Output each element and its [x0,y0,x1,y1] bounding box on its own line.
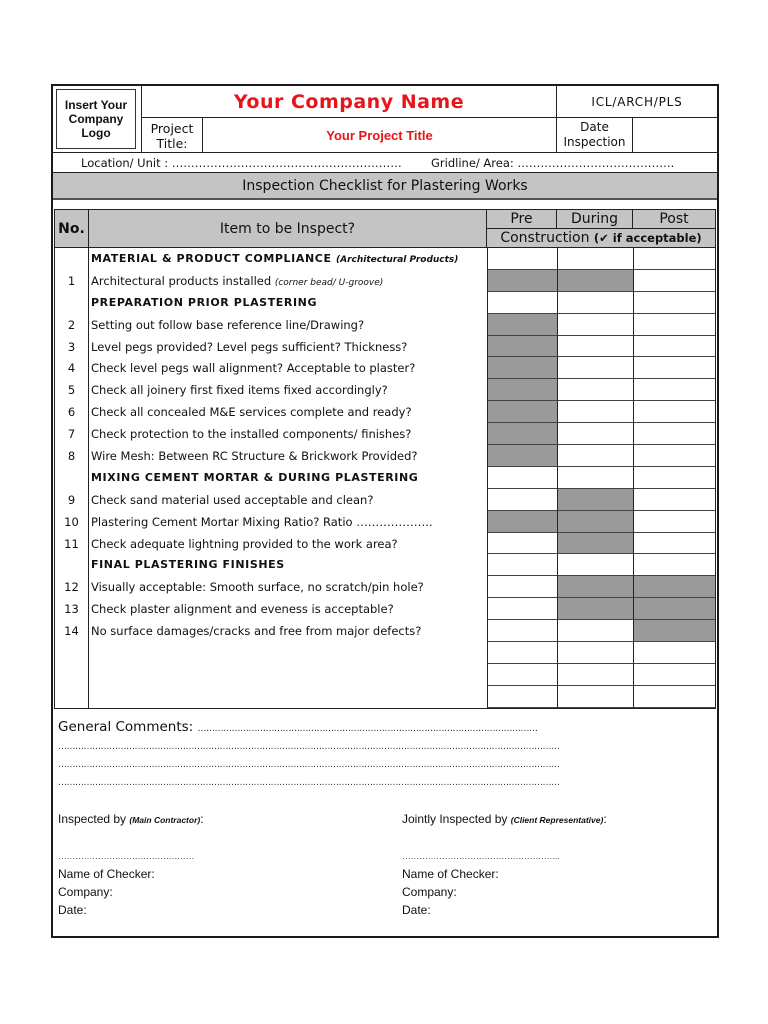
item-number: 11 [55,533,89,555]
pre-check-cell[interactable] [487,467,557,489]
item-description: Level pegs provided? Level pegs sufficient? Thickness? [91,339,408,354]
company-field[interactable]: Company: [58,885,113,899]
signature-line[interactable]: ……………………………………………….. [402,851,560,861]
pre-check-cell[interactable] [487,576,557,598]
post-check-cell[interactable] [633,314,715,336]
post-check-cell[interactable] [633,379,715,401]
post-check-cell[interactable] [633,686,715,708]
column-header-during: During [557,210,633,229]
item-number: 13 [55,598,89,620]
acceptance-note: (✔ if acceptable) [593,231,702,245]
item-number: 9 [55,489,89,511]
pre-check-cell [487,445,557,467]
section-subtitle: (Architectural Products) [335,255,459,265]
post-check-cell[interactable] [633,270,715,292]
item-description [89,642,487,664]
pre-check-cell [487,270,557,292]
project-title-label: Project Title: [142,118,203,153]
item-number: 2 [55,314,89,336]
during-check-cell[interactable] [557,686,633,708]
during-check-cell[interactable] [557,336,633,358]
table-row [55,270,715,292]
post-check-cell[interactable] [633,554,715,576]
table-row [55,664,715,686]
table-row [55,445,715,467]
table-row [55,489,715,511]
post-check-cell[interactable] [633,489,715,511]
section-title: MATERIAL & PRODUCT COMPLIANCE (Architectural Products) [91,252,459,265]
item-description: Check sand material used acceptable and clean? [91,492,374,507]
post-check-cell[interactable] [633,401,715,423]
post-check-cell[interactable] [633,423,715,445]
during-check-cell[interactable] [557,620,633,642]
item-description: Wire Mesh: Between RC Structure & Brickwork Provided? [91,449,418,464]
comment-line[interactable]: ………………………………………………………………………………………………………… [197,724,538,734]
project-title-field[interactable]: Your Project Title [203,118,557,153]
name-of-checker-field[interactable]: Name of Checker: [402,867,499,881]
general-comments-label: General Comments: [58,719,198,735]
during-check-cell[interactable] [557,554,633,576]
section-header-row [55,554,715,576]
section-header-row [55,467,715,489]
checklist-form [51,84,719,938]
table-row [55,423,715,445]
pre-check-cell[interactable] [487,598,557,620]
date-field[interactable]: Date: [58,903,87,917]
comment-line[interactable]: …………………………………………………………………………………………………………………………………………………………… [58,778,560,788]
pre-check-cell[interactable] [487,533,557,555]
pre-check-cell[interactable] [487,489,557,511]
during-check-cell [557,489,633,511]
during-check-cell[interactable] [557,292,633,314]
inspected-by-label: Inspected by (Main Contractor): [58,812,204,826]
item-number: 6 [55,401,89,423]
comment-line[interactable]: …………………………………………………………………………………………………………………………………………………………… [58,742,560,752]
date-inspection-field[interactable] [633,118,717,153]
post-check-cell[interactable] [633,664,715,686]
signature-line[interactable]: ………………………………………… [58,851,194,861]
item-number [55,248,89,270]
general-comments-field[interactable] [58,718,708,738]
post-check-cell[interactable] [633,336,715,358]
column-header-item: Item to be Inspect? [89,210,487,248]
item-description: Setting out follow base reference line/Drawing? [91,317,365,332]
during-check-cell [557,576,633,598]
table-row [55,598,715,620]
item-number: 14 [55,620,89,642]
company-field[interactable]: Company: [402,885,457,899]
section-header-row [55,248,715,270]
item-number: 10 [55,511,89,533]
item-description: Plastering Cement Mortar Mixing Ratio? Ratio ……………….. [91,514,433,529]
post-check-cell [633,576,715,598]
item-description: Check all joinery first fixed items fixed accordingly? [91,383,388,398]
post-check-cell [633,598,715,620]
item-number: 12 [55,576,89,598]
item-number [55,686,89,708]
table-row [55,686,715,708]
pre-check-cell [487,511,557,533]
location-unit-field[interactable]: Location/ Unit : …………………………………………………… [81,156,402,170]
column-header-post: Post [633,210,715,229]
item-description: Check adequate lightning provided to the work area? [91,536,398,551]
post-check-cell[interactable] [633,445,715,467]
column-header-construction [487,229,715,248]
pre-check-cell [487,357,557,379]
logo-cell [53,86,142,153]
item-number: 8 [55,445,89,467]
pre-check-cell [487,423,557,445]
pre-check-cell[interactable] [487,248,557,270]
item-description: Check all concealed M&E services complete and ready? [91,405,412,420]
pre-check-cell[interactable] [487,620,557,642]
table-body [55,248,715,708]
company-name[interactable]: Your Company Name [142,86,557,118]
post-check-cell[interactable] [633,292,715,314]
location-row [53,153,717,173]
during-check-cell[interactable] [557,467,633,489]
gridline-area-field[interactable]: Gridline/ Area: ………………………………….. [431,156,675,170]
item-description: Architectural products installed (corner bead/ U-groove) [91,273,384,288]
post-check-cell[interactable] [633,533,715,555]
post-check-cell[interactable] [633,357,715,379]
main-contractor-signature-block [58,810,204,919]
during-check-cell [557,533,633,555]
pre-check-cell[interactable] [487,642,557,664]
item-number [55,664,89,686]
table-row [55,620,715,642]
table-row [55,642,715,664]
date-inspection-label: Date Inspection [557,118,633,153]
item-description [89,686,487,708]
item-number: 3 [55,336,89,358]
pre-check-cell[interactable] [487,686,557,708]
during-check-cell[interactable] [557,664,633,686]
pre-check-cell[interactable] [487,554,557,576]
post-check-cell[interactable] [633,642,715,664]
item-description: Check plaster alignment and eveness is acceptable? [91,602,394,617]
pre-check-cell[interactable] [487,292,557,314]
table-row [55,336,715,358]
inspection-table [54,209,716,709]
item-number [55,467,89,489]
during-check-cell[interactable] [557,642,633,664]
pre-check-cell [487,336,557,358]
item-number [55,554,89,576]
item-number: 7 [55,423,89,445]
post-check-cell[interactable] [633,511,715,533]
during-check-cell[interactable] [557,248,633,270]
during-check-cell[interactable] [557,379,633,401]
table-row [55,379,715,401]
construction-label: Construction [500,230,590,246]
post-check-cell [633,620,715,642]
section-title: FINAL PLASTERING FINISHES [91,558,285,572]
column-header-no: No. [55,210,89,248]
during-check-cell[interactable] [557,357,633,379]
pre-check-cell[interactable] [487,664,557,686]
pre-check-cell [487,379,557,401]
post-check-cell[interactable] [633,248,715,270]
item-number: 4 [55,357,89,379]
item-number [55,292,89,314]
client-representative-signature-block [402,810,607,919]
table-row [55,576,715,598]
name-of-checker-field[interactable]: Name of Checker: [58,867,155,881]
table-row [55,533,715,555]
comment-line[interactable]: …………………………………………………………………………………………………………………………………………………………… [58,760,560,770]
table-row [55,314,715,336]
during-check-cell [557,598,633,620]
section-title: MIXING CEMENT MORTAR & DURING PLASTERING [91,470,419,484]
during-check-cell [557,270,633,292]
item-description: Visually acceptable: Smooth surface, no scratch/pin hole? [91,580,424,595]
date-field[interactable]: Date: [402,903,431,917]
pre-check-cell [487,401,557,423]
form-title: Inspection Checklist for Plastering Works [53,173,717,200]
item-description [89,664,487,686]
table-row [55,511,715,533]
item-number [55,642,89,664]
general-comments [58,718,708,792]
section-title: PREPARATION PRIOR PLASTERING [91,295,318,309]
form-header [53,86,717,153]
company-logo-placeholder[interactable]: Insert Your Company Logo [56,89,136,149]
post-check-cell[interactable] [633,467,715,489]
table-row [55,401,715,423]
item-number: 5 [55,379,89,401]
item-description: Check level pegs wall alignment? Acceptable to plaster? [91,361,416,376]
pre-check-cell [487,314,557,336]
during-check-cell[interactable] [557,423,633,445]
column-header-pre: Pre [487,210,557,229]
section-header-row [55,292,715,314]
item-description: No surface damages/cracks and free from major defects? [91,624,422,639]
during-check-cell [557,511,633,533]
during-check-cell[interactable] [557,445,633,467]
item-description: Check protection to the installed components/ finishes? [91,427,412,442]
during-check-cell[interactable] [557,314,633,336]
document-code: ICL/ARCH/PLS [557,86,717,118]
item-number: 1 [55,270,89,292]
item-hint: (corner bead/ U-groove) [274,277,384,288]
during-check-cell[interactable] [557,401,633,423]
table-row [55,357,715,379]
table-header [55,210,715,248]
jointly-inspected-by-label: Jointly Inspected by (Client Representative): [402,812,607,826]
